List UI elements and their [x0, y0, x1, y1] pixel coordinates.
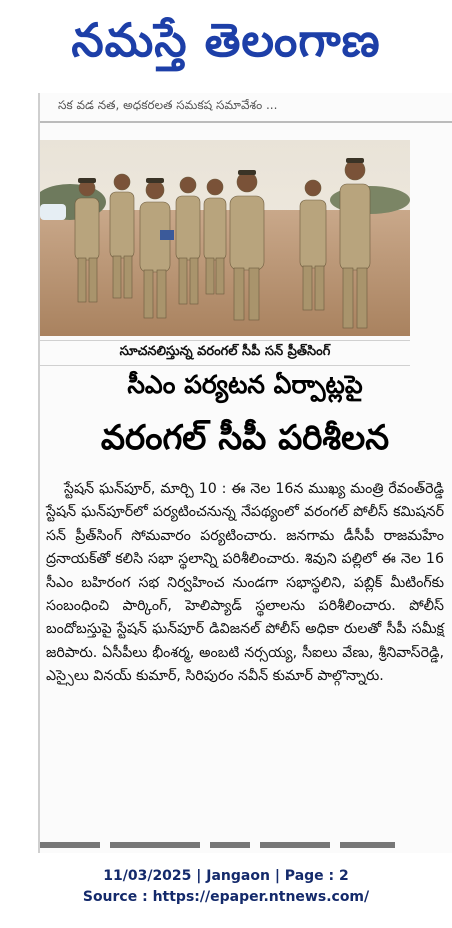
column-rule — [40, 121, 452, 123]
newspaper-title: నమస్తే తెలంగాణ — [71, 13, 381, 67]
photo-caption: సూచనలిస్తున్న వరంగల్ సీపీ సన్ ప్రీత్‌సింగ్ — [40, 340, 410, 366]
police-officers-photo — [40, 140, 410, 336]
source-link[interactable]: Source : https://epaper.ntnews.com/ — [82, 889, 370, 905]
article-body: స్టేషన్ ఘన్‌పూర్, మార్చి 10 : ఈ నెల 16న ముఖ్య మంత్రి రేవంత్‌రెడ్డి స్టేషన్ ఘన్‌పూర్‌లో పర్యటించనున్న నేపథ్యంలో వరంగల్ పోలీస్ కమిషనర్ సన్ ప్రీత్‌సింగ్ సోమవారం పర్యటించారు. జనగామ డీసీపీ రాజమహేం ద్రనాయక్‌తో కలిసి సభా స్థలాన్ని పరిశీలించారు. శివుని పల్లిలో ఈ నెల 16 సీఎం బహిరంగ సభ నిర్వహించ నుండగా సభాస్థలిని, పబ్లిక్ మీటింగ్‌కు సంబంధించి పార్కింగ్, హెలిప్యాడ్ స్థలాలను పరిశీలించారు. పోలీస్ బందోబస్తుపై స్టేషన్ ఘన్‌పూర్ డివిజనల్ పోలీస్ అధికా రులతో సీపీ సమీక్ష జరిపారు. ఏసీపీలు భీంశర్మ, అంబటి నర్సయ్య, సీఐలు వేణు, శ్రీనివాస్‌రెడ్డి, ఎస్సైలు వినయ్ కుమార్, సిరిపురం నవీన్ కుమార్ పాల్గొన్నారు. — [46, 481, 444, 685]
headline-line-1: సీఎం పర్యటన ఏర్పాట్లపై — [127, 370, 363, 399]
edition-info: 11/03/2025 | Jangaon | Page : 2 — [103, 868, 349, 884]
cut-off-text-line: సక వడ నత, అధకరలత సమకష సమావేశం ... — [58, 98, 278, 112]
headline-line-2: వరంగల్ సీపీ పరిశీలన — [100, 418, 390, 458]
cut-off-bottom-line — [40, 834, 452, 850]
masthead — [0, 0, 452, 92]
news-photo — [40, 140, 410, 336]
page-footer — [0, 866, 452, 908]
